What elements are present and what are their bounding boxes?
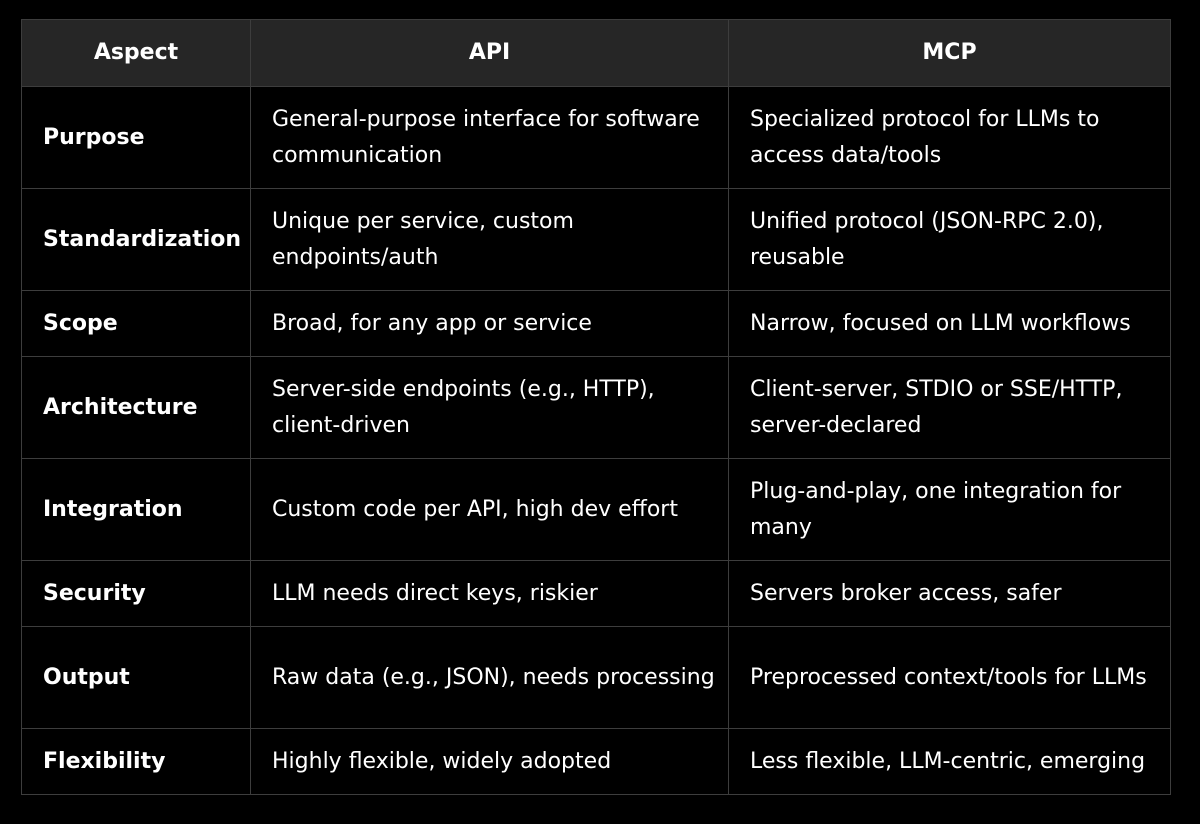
mcp-cell: Unified protocol (JSON-RPC 2.0), reusable [729, 189, 1171, 291]
mcp-cell: Narrow, focused on LLM workflows [729, 291, 1171, 357]
api-cell: Broad, for any app or service [251, 291, 729, 357]
aspect-cell: Security [22, 561, 251, 627]
mcp-cell: Specialized protocol for LLMs to access data/tools [729, 87, 1171, 189]
aspect-cell: Scope [22, 291, 251, 357]
header-cell-api: API [251, 20, 729, 87]
table-row [22, 189, 1171, 291]
mcp-cell: Preprocessed context/tools for LLMs [729, 627, 1171, 729]
mcp-cell: Plug-and-play, one integration for many [729, 459, 1171, 561]
header-row [22, 20, 1171, 87]
header-cell-aspect: Aspect [22, 20, 251, 87]
aspect-cell: Output [22, 627, 251, 729]
aspect-cell: Integration [22, 459, 251, 561]
table-body [22, 87, 1171, 795]
aspect-cell: Architecture [22, 357, 251, 459]
mcp-cell: Less flexible, LLM-centric, emerging [729, 729, 1171, 795]
mcp-cell: Client-server, STDIO or SSE/HTTP, server-declared [729, 357, 1171, 459]
comparison-table [21, 19, 1171, 795]
table-row [22, 87, 1171, 189]
table-row [22, 357, 1171, 459]
api-cell: Custom code per API, high dev effort [251, 459, 729, 561]
mcp-cell: Servers broker access, safer [729, 561, 1171, 627]
table-row [22, 627, 1171, 729]
header-cell-mcp: MCP [729, 20, 1171, 87]
table-row [22, 291, 1171, 357]
aspect-cell: Purpose [22, 87, 251, 189]
table-row [22, 729, 1171, 795]
api-cell: General-purpose interface for software communication [251, 87, 729, 189]
table-row [22, 561, 1171, 627]
table-header [22, 20, 1171, 87]
api-cell: LLM needs direct keys, riskier [251, 561, 729, 627]
table-row [22, 459, 1171, 561]
aspect-cell: Flexibility [22, 729, 251, 795]
api-cell: Server-side endpoints (e.g., HTTP), client-driven [251, 357, 729, 459]
api-cell: Unique per service, custom endpoints/auth [251, 189, 729, 291]
api-cell: Highly flexible, widely adopted [251, 729, 729, 795]
aspect-cell: Standardization [22, 189, 251, 291]
api-cell: Raw data (e.g., JSON), needs processing [251, 627, 729, 729]
